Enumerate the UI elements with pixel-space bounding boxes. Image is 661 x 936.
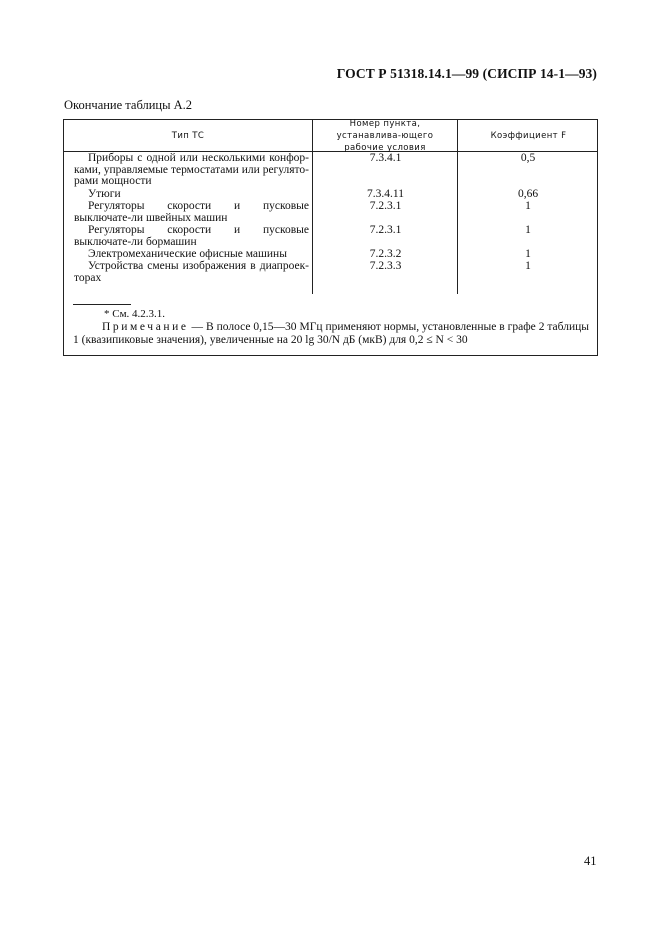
note-text: — В полосе 0,15—30 МГц применяют нормы, установленные в графе 2 таблицы 1 (квазипиковые значения), увеличенные на 20 lg 30/N дБ (мкВ) для 0,2 ≤ N < 30 xyxy=(73,321,589,346)
data-table xyxy=(63,119,598,356)
cell-type: Электромеханические офисные машины xyxy=(88,248,287,260)
note-label: Примечание xyxy=(102,321,189,333)
cell-coefficient: 0,5 xyxy=(520,152,536,164)
table-note xyxy=(73,321,589,347)
cell-clause: 7.2.3.1 xyxy=(369,224,402,236)
column-divider xyxy=(457,120,458,294)
cell-clause: 7.2.3.3 xyxy=(369,260,402,272)
cell-clause: 7.3.4.1 xyxy=(369,152,402,164)
cell-clause: 7.2.3.1 xyxy=(369,200,402,212)
cell-type: Утюги xyxy=(88,188,121,200)
page-number: 41 xyxy=(584,854,597,868)
cell-coefficient: 1 xyxy=(525,200,531,212)
cell-clause: 7.2.3.2 xyxy=(369,248,402,260)
cell-coefficient: 1 xyxy=(525,248,531,260)
cell-coefficient: 1 xyxy=(525,260,531,272)
cell-clause: 7.3.4.11 xyxy=(367,188,404,200)
footnote: * См. 4.2.3.1. xyxy=(104,308,166,320)
table-caption: Окончание таблицы А.2 xyxy=(64,98,193,112)
header-clause: Номер пункта, устанавлива-ющего рабочие условия xyxy=(336,119,434,153)
cell-type: Приборы с одной или несколькими конфор-ками, управляемые термостатами или регулято-рами мощности xyxy=(74,152,309,187)
cell-type: Устройства смены изображения в диапроек-торах xyxy=(74,260,309,284)
header-coefficient: Коэффициент F xyxy=(490,131,567,141)
header-type: Тип ТС xyxy=(171,131,205,141)
column-divider xyxy=(312,120,313,294)
footnote-rule xyxy=(73,304,131,305)
cell-coefficient: 0,66 xyxy=(517,188,539,200)
cell-type: Регуляторы скорости и пусковые выключате-ли швейных машин xyxy=(74,200,309,224)
cell-type: Регуляторы скорости и пусковые выключате-ли бормашин xyxy=(74,224,309,248)
document-header: ГОСТ Р 51318.14.1—99 (СИСПР 14-1—93) xyxy=(336,66,597,81)
cell-coefficient: 1 xyxy=(525,224,531,236)
